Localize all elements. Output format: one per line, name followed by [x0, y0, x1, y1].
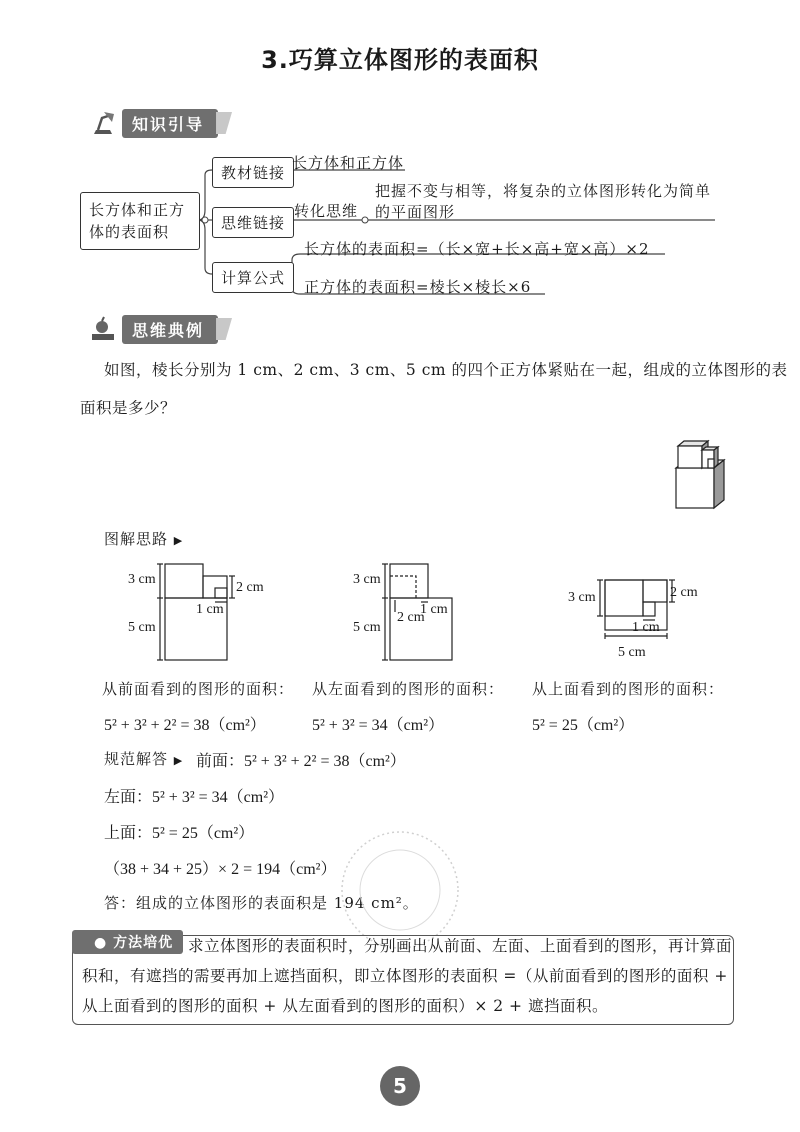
- triangle-right-icon: ▶: [173, 754, 184, 767]
- lamp-icon: [88, 108, 118, 138]
- example-section-banner: [88, 314, 232, 344]
- solution-left: 左面：5² + 3² = 34（cm²）: [104, 789, 284, 806]
- tip-line-3: 从上面看到的图形的面积 + 从左面看到的图形的面积）× 2 + 遮挡面积。: [82, 997, 608, 1015]
- solution-total: （38 + 34 + 25）× 2 = 194（cm²）: [104, 861, 337, 878]
- solution-label: [104, 748, 183, 769]
- banner-tail: [216, 112, 232, 134]
- left-label-2cm: 2 cm: [397, 610, 425, 625]
- left-label-5cm: 5 cm: [353, 620, 381, 635]
- top-formula: 5² = 25（cm²）: [532, 717, 635, 734]
- top-caption: 从上面看到的图形的面积：: [532, 680, 725, 698]
- top-label-1cm: 1 cm: [632, 620, 660, 635]
- apple-book-icon: [88, 314, 118, 344]
- page-number: 5: [380, 1066, 420, 1106]
- left-label-1cm: 1 cm: [420, 602, 448, 617]
- solution-label-text: 规范解答: [104, 750, 169, 768]
- problem-line-1: 如图，棱长分别为 1 cm、2 cm、3 cm、5 cm 的四个正方体紧贴在一起，组成的立体图形的表: [104, 361, 788, 379]
- method-tip-label-text: 方法培优: [113, 935, 174, 951]
- top-label-2cm: 2 cm: [670, 585, 698, 600]
- mindmap-root: [80, 192, 200, 250]
- page-title: 3.巧算立体图形的表面积: [261, 46, 539, 74]
- front-label-5cm: 5 cm: [128, 620, 156, 635]
- analysis-label-text: 图解思路: [104, 530, 169, 548]
- front-formula: 5² + 3² + 2² = 38（cm²）: [104, 717, 266, 734]
- left-caption: 从左面看到的图形的面积：: [312, 680, 505, 698]
- mindmap-root-line1: 长方体和正方: [89, 201, 186, 219]
- formula-cuboid: 长方体的表面积=（长×宽+长×高+宽×高）×2: [304, 240, 650, 258]
- mindmap-root-line2: 体的表面积: [89, 223, 170, 241]
- cube-stack-figure: [672, 432, 730, 512]
- banner-tail: [216, 318, 232, 340]
- front-label-1cm: 1 cm: [196, 602, 224, 617]
- branch-textbook-link: 教材链接: [212, 157, 294, 188]
- branch-thinking-sub: 转化思维: [294, 202, 359, 220]
- method-tip-label: [72, 930, 183, 954]
- front-label-3cm: 3 cm: [128, 572, 156, 587]
- top-label-5cm: 5 cm: [618, 645, 646, 660]
- branch-textbook-content: 长方体和正方体: [292, 154, 405, 172]
- tip-line-2: 积和，有遮挡的需要再加上遮挡面积，即立体图形的表面积 =（从前面看到的图形的面积 +: [82, 967, 728, 985]
- branch-thinking-content-2: 的平面图形: [375, 203, 456, 221]
- left-formula: 5² + 3² = 34（cm²）: [312, 717, 444, 734]
- formula-cube: 正方体的表面积=棱长×棱长×6: [304, 278, 532, 296]
- solution-top: 上面：5² = 25（cm²）: [104, 825, 255, 842]
- solution-answer: 答：组成的立体图形的表面积是 194 cm²。: [104, 894, 419, 912]
- front-caption: 从前面看到的图形的面积：: [102, 680, 295, 698]
- triangle-right-icon: ▶: [173, 534, 184, 547]
- top-label-3cm: 3 cm: [568, 590, 596, 605]
- tip-line-1: 求立体图形的表面积时，分别画出从前面、左面、上面看到的图形，再计算面: [188, 937, 733, 955]
- map-pin-icon: ●: [94, 935, 108, 951]
- knowledge-section-banner: [88, 108, 232, 138]
- problem-line-2: 面积是多少？: [80, 399, 177, 417]
- solution-front: 前面：5² + 3² + 2² = 38（cm²）: [196, 753, 406, 770]
- front-label-2cm: 2 cm: [236, 580, 264, 595]
- analysis-label: [104, 528, 183, 549]
- section-label-example: 思维典例: [122, 315, 218, 344]
- left-label-3cm: 3 cm: [353, 572, 381, 587]
- branch-formula: 计算公式: [212, 262, 294, 293]
- method-tip-header: [72, 930, 183, 954]
- branch-thinking-link: 思维链接: [212, 207, 294, 238]
- section-label-knowledge: 知识引导: [122, 109, 218, 138]
- branch-thinking-content-1: 把握不变与相等，将复杂的立体图形转化为简单: [375, 182, 712, 200]
